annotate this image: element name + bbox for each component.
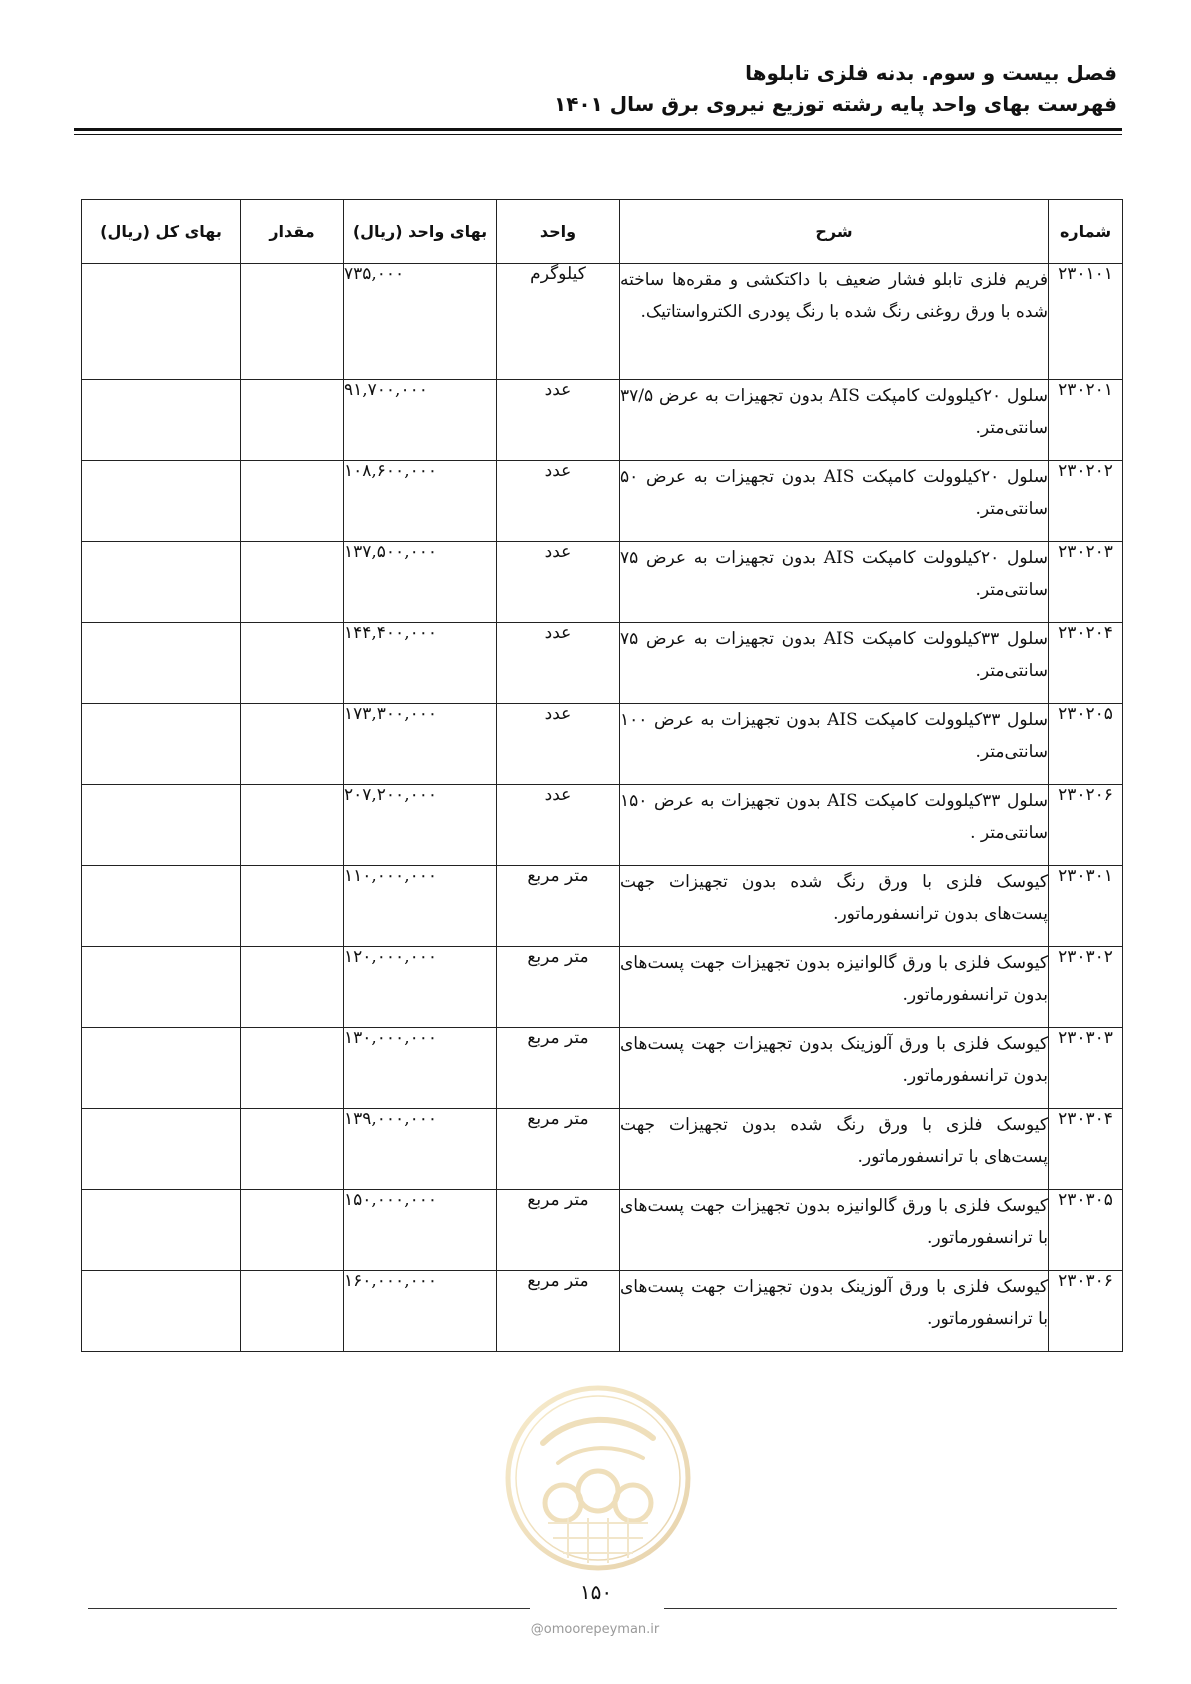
item-description: کیوسک فلزی با ورق گالوانیزه بدون تجهیزات جهت پست‌های بدون ترانسفورماتور.	[620, 947, 1049, 1028]
item-quantity	[241, 1190, 344, 1271]
item-code: ۲۳۰۱۰۱	[1049, 264, 1123, 380]
item-description: سلول ۳۳کیلوولت کامپکت AIS بدون تجهیزات به عرض ۱۰۰ سانتی‌متر.	[620, 704, 1049, 785]
item-description: فریم فلزی تابلو فشار ضعیف با داکتکشی و مقره‌ها ساخته شده با ورق روغنی رنگ شده با رنگ پودری الکترواستاتیک.	[620, 264, 1049, 380]
item-total-price	[82, 380, 241, 461]
item-description: سلول ۲۰کیلوولت کامپکت AIS بدون تجهیزات به عرض ۷۵ سانتی‌متر.	[620, 542, 1049, 623]
item-description: کیوسک فلزی با ورق رنگ شده بدون تجهیزات جهت پست‌های بدون ترانسفورماتور.	[620, 866, 1049, 947]
item-unit: متر مربع	[497, 947, 620, 1028]
item-code: ۲۳۰۳۰۱	[1049, 866, 1123, 947]
table-row	[82, 785, 1123, 866]
item-unit-price: ۱۳۷,۵۰۰,۰۰۰	[344, 542, 497, 623]
header-description: شرح	[620, 200, 1049, 264]
item-description: کیوسک فلزی با ورق آلوزینک بدون تجهیزات جهت پست‌های با ترانسفورماتور.	[620, 1271, 1049, 1352]
table-row	[82, 623, 1123, 704]
item-total-price	[82, 461, 241, 542]
item-total-price	[82, 1190, 241, 1271]
item-quantity	[241, 623, 344, 704]
item-unit-price: ۱۱۰,۰۰۰,۰۰۰	[344, 866, 497, 947]
table-row	[82, 1271, 1123, 1352]
table-row	[82, 542, 1123, 623]
table-row	[82, 866, 1123, 947]
item-unit-price: ۱۳۹,۰۰۰,۰۰۰	[344, 1109, 497, 1190]
item-total-price	[82, 704, 241, 785]
item-unit-price: ۱۶۰,۰۰۰,۰۰۰	[344, 1271, 497, 1352]
item-unit-price: ۱۳۰,۰۰۰,۰۰۰	[344, 1028, 497, 1109]
item-total-price	[82, 623, 241, 704]
item-description: سلول ۳۳کیلوولت کامپکت AIS بدون تجهیزات به عرض ۷۵ سانتی‌متر.	[620, 623, 1049, 704]
header-rule-thick	[74, 128, 1122, 131]
item-total-price	[82, 1109, 241, 1190]
item-quantity	[241, 542, 344, 623]
item-unit-price: ۱۲۰,۰۰۰,۰۰۰	[344, 947, 497, 1028]
price-table-head	[82, 200, 1123, 264]
item-unit-price: ۱۴۴,۴۰۰,۰۰۰	[344, 623, 497, 704]
item-unit-price: ۹۱,۷۰۰,۰۰۰	[344, 380, 497, 461]
item-quantity	[241, 947, 344, 1028]
price-table-body	[82, 264, 1123, 1352]
item-code: ۲۳۰۳۰۳	[1049, 1028, 1123, 1109]
header-code: شماره	[1049, 200, 1123, 264]
item-unit-price: ۱۰۸,۶۰۰,۰۰۰	[344, 461, 497, 542]
header-unit: واحد	[497, 200, 620, 264]
item-code: ۲۳۰۳۰۵	[1049, 1190, 1123, 1271]
header-quantity: مقدار	[241, 200, 344, 264]
item-quantity	[241, 704, 344, 785]
item-code: ۲۳۰۲۰۶	[1049, 785, 1123, 866]
item-code: ۲۳۰۳۰۴	[1049, 1109, 1123, 1190]
header-total-price: بهای کل (ریال)	[82, 200, 241, 264]
item-total-price	[82, 1028, 241, 1109]
footer-rule-left	[88, 1608, 530, 1609]
header-row	[82, 200, 1123, 264]
item-code: ۲۳۰۲۰۳	[1049, 542, 1123, 623]
page-number: ۱۵۰	[579, 1580, 613, 1604]
header-rule-thin	[74, 134, 1122, 135]
item-description: کیوسک فلزی با ورق رنگ شده بدون تجهیزات جهت پست‌های با ترانسفورماتور.	[620, 1109, 1049, 1190]
item-code: ۲۳۰۲۰۵	[1049, 704, 1123, 785]
item-unit: عدد	[497, 380, 620, 461]
item-description: سلول ۲۰کیلوولت کامپکت AIS بدون تجهیزات به عرض ۳۷/۵ سانتی‌متر.	[620, 380, 1049, 461]
item-description: سلول ۳۳کیلوولت کامپکت AIS بدون تجهیزات به عرض ۱۵۰ سانتی‌متر .	[620, 785, 1049, 866]
item-unit-price: ۱۷۳,۳۰۰,۰۰۰	[344, 704, 497, 785]
item-unit-price: ۷۳۵,۰۰۰	[344, 264, 497, 380]
table-row	[82, 461, 1123, 542]
item-quantity	[241, 461, 344, 542]
item-unit: عدد	[497, 623, 620, 704]
item-quantity	[241, 785, 344, 866]
item-code: ۲۳۰۲۰۱	[1049, 380, 1123, 461]
item-description: کیوسک فلزی با ورق آلوزینک بدون تجهیزات جهت پست‌های بدون ترانسفورماتور.	[620, 1028, 1049, 1109]
table-row	[82, 264, 1123, 380]
item-unit: عدد	[497, 704, 620, 785]
table-row	[82, 1109, 1123, 1190]
item-code: ۲۳۰۲۰۲	[1049, 461, 1123, 542]
price-list-title: فهرست بهای واحد پایه رشته توزیع نیروی برق سال ۱۴۰۱	[554, 92, 1117, 116]
item-total-price	[82, 264, 241, 380]
table-row	[82, 380, 1123, 461]
item-unit: عدد	[497, 542, 620, 623]
item-quantity	[241, 264, 344, 380]
item-quantity	[241, 1109, 344, 1190]
item-unit-price: ۱۵۰,۰۰۰,۰۰۰	[344, 1190, 497, 1271]
item-quantity	[241, 1028, 344, 1109]
item-unit: متر مربع	[497, 1190, 620, 1271]
website-watermark: @omoorepeyman.ir	[530, 1622, 660, 1637]
item-unit: کیلوگرم	[497, 264, 620, 380]
item-description: سلول ۲۰کیلوولت کامپکت AIS بدون تجهیزات به عرض ۵۰ سانتی‌متر.	[620, 461, 1049, 542]
table-row	[82, 1190, 1123, 1271]
item-total-price	[82, 785, 241, 866]
footer-rule-right	[664, 1608, 1117, 1609]
item-quantity	[241, 866, 344, 947]
item-description: کیوسک فلزی با ورق گالوانیزه بدون تجهیزات جهت پست‌های با ترانسفورماتور.	[620, 1190, 1049, 1271]
page-header	[69, 58, 1117, 120]
item-code: ۲۳۰۳۰۲	[1049, 947, 1123, 1028]
item-unit-price: ۲۰۷,۲۰۰,۰۰۰	[344, 785, 497, 866]
header-unit-price: بهای واحد (ریال)	[344, 200, 497, 264]
item-total-price	[82, 947, 241, 1028]
item-unit: متر مربع	[497, 1028, 620, 1109]
chapter-title: فصل بیست و سوم. بدنه فلزی تابلوها	[745, 61, 1117, 85]
item-quantity	[241, 1271, 344, 1352]
omoorepeyman-logo-watermark	[503, 1383, 693, 1573]
item-total-price	[82, 866, 241, 947]
item-unit: متر مربع	[497, 1109, 620, 1190]
item-unit: متر مربع	[497, 1271, 620, 1352]
price-table	[81, 199, 1123, 1352]
item-total-price	[82, 1271, 241, 1352]
item-total-price	[82, 542, 241, 623]
item-code: ۲۳۰۲۰۴	[1049, 623, 1123, 704]
item-quantity	[241, 380, 344, 461]
table-row	[82, 947, 1123, 1028]
item-unit: متر مربع	[497, 866, 620, 947]
table-row	[82, 1028, 1123, 1109]
item-unit: عدد	[497, 461, 620, 542]
item-code: ۲۳۰۳۰۶	[1049, 1271, 1123, 1352]
table-row	[82, 704, 1123, 785]
item-unit: عدد	[497, 785, 620, 866]
